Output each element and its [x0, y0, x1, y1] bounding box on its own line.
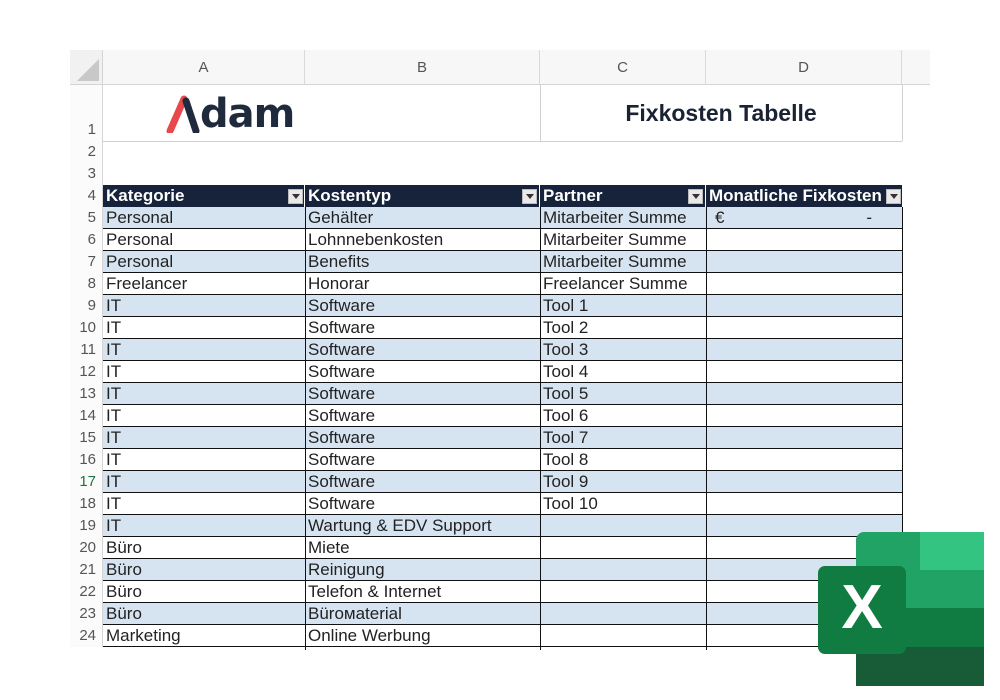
cell-partner[interactable]: Tool 4	[543, 362, 589, 381]
cell-kostentyp[interactable]: Gehälter	[308, 208, 374, 227]
cell-kostentyp[interactable]: Software	[308, 472, 376, 491]
cell-partner[interactable]: Tool 9	[543, 472, 589, 491]
row-number[interactable]: 6	[70, 229, 103, 251]
cell-partner[interactable]	[540, 537, 706, 559]
cell-kostentyp[interactable]: Software	[308, 340, 376, 359]
cell-kategorie[interactable]: IT	[106, 340, 122, 359]
cell-kostentyp[interactable]: Miete	[308, 538, 350, 557]
cell-kategorie[interactable]: Freelancer	[106, 274, 188, 293]
header-kostentyp: Kostentyp	[305, 185, 540, 207]
cell-kostentyp[interactable]: Software	[308, 296, 376, 315]
row-number[interactable]: 1	[70, 85, 103, 141]
cell-partner[interactable]: Tool 7	[543, 428, 589, 447]
currency-symbol: €	[715, 208, 725, 227]
cell-betrag[interactable]	[706, 251, 902, 273]
row-number[interactable]: 5	[70, 207, 103, 229]
header-partner: Partner	[540, 185, 706, 207]
cell-partner[interactable]	[540, 515, 706, 537]
cell-kategorie[interactable]: IT	[106, 450, 122, 469]
cell-partner[interactable]	[540, 603, 706, 625]
cell-kategorie[interactable]: Büro	[106, 604, 142, 623]
row-number[interactable]: 21	[70, 559, 103, 581]
cell-betrag[interactable]	[706, 449, 902, 471]
cell-kategorie[interactable]: IT	[106, 428, 122, 447]
row-number[interactable]: 23	[70, 603, 103, 625]
cell-kategorie[interactable]: Marketing	[106, 626, 181, 645]
cell-betrag[interactable]	[706, 427, 902, 449]
cell-kostentyp[interactable]: Wartung & EDV Support	[308, 516, 492, 535]
header-monatliche-fixkosten: Monatliche Fixkosten	[706, 185, 902, 207]
cell-partner[interactable]: Tool 10	[543, 494, 598, 513]
cell-kategorie[interactable]: IT	[106, 318, 122, 337]
cell-kategorie[interactable]: IT	[106, 296, 122, 315]
select-all-corner[interactable]	[70, 50, 103, 85]
header-kategorie: Kategorie	[103, 185, 305, 207]
cell-partner[interactable]: Mitarbeiter Summe	[543, 208, 687, 227]
cell-kostentyp[interactable]: Software	[308, 406, 376, 425]
filter-dropdown-icon[interactable]	[522, 189, 537, 204]
cell-kategorie[interactable]: IT	[106, 406, 122, 425]
row-number[interactable]: 3	[70, 163, 103, 185]
column-header-b[interactable]: B	[305, 50, 540, 85]
row-number[interactable]: 15	[70, 427, 103, 449]
cell-kategorie[interactable]: IT	[106, 472, 122, 491]
cell-kostentyp[interactable]: Software	[308, 362, 376, 381]
cell-partner[interactable]: Tool 1	[543, 296, 589, 315]
excel-letter: X	[841, 573, 883, 642]
cell-kostentyp[interactable]: Software	[308, 318, 376, 337]
row-number[interactable]: 4	[70, 185, 103, 207]
row-number[interactable]: 8	[70, 273, 103, 295]
logo-mark-icon	[166, 95, 200, 133]
cell-kategorie[interactable]: IT	[106, 516, 122, 535]
cell-kostentyp[interactable]: Software	[308, 384, 376, 403]
cell-partner[interactable]: Tool 2	[543, 318, 589, 337]
cell-betrag[interactable]	[706, 361, 902, 383]
cell-betrag[interactable]	[706, 493, 902, 515]
row-number[interactable]: 16	[70, 449, 103, 471]
cell-kostentyp[interactable]: Software	[308, 494, 376, 513]
cell-kategorie[interactable]: IT	[106, 384, 122, 403]
cell-kategorie[interactable]: Personal	[106, 208, 174, 227]
cell-betrag[interactable]	[706, 317, 902, 339]
row-number[interactable]: 10	[70, 317, 103, 339]
cell-kostentyp[interactable]: Benefits	[308, 252, 370, 271]
cell-partner[interactable]: Tool 3	[543, 340, 589, 359]
cell-kategorie[interactable]: Büro	[106, 560, 142, 579]
logo-text: dam	[200, 91, 295, 137]
row-number[interactable]: 17	[70, 471, 103, 493]
cell-kategorie[interactable]: IT	[106, 494, 122, 513]
cell-betrag[interactable]	[706, 471, 902, 493]
cell-partner[interactable]: Tool 8	[543, 450, 589, 469]
cell-partner[interactable]: Tool 6	[543, 406, 589, 425]
row-number[interactable]: 2	[70, 141, 103, 163]
row-number[interactable]: 24	[70, 625, 103, 647]
cell-betrag[interactable]	[706, 273, 902, 295]
row-number[interactable]: 22	[70, 581, 103, 603]
excel-icon	[818, 532, 984, 686]
cell-betrag[interactable]	[706, 339, 902, 361]
cell-kostentyp[interactable]: Lohnnebenkosten	[308, 230, 444, 249]
filter-dropdown-icon[interactable]	[886, 189, 901, 204]
cell-kostentyp[interactable]: Telefon & Internet	[308, 582, 442, 601]
cell-kostentyp[interactable]: Software	[308, 428, 376, 447]
cell-partner[interactable]: Tool 5	[543, 384, 589, 403]
filter-dropdown-icon[interactable]	[288, 189, 303, 204]
cell-kostentyp[interactable]: Honorar	[308, 274, 370, 293]
column-header-e[interactable]	[902, 50, 930, 85]
row-number[interactable]: 9	[70, 295, 103, 317]
row-number[interactable]: 11	[70, 339, 103, 361]
cell-kategorie[interactable]: IT	[106, 362, 122, 381]
filter-dropdown-icon[interactable]	[688, 189, 703, 204]
row-number[interactable]: 7	[70, 251, 103, 273]
adam-logo	[166, 92, 294, 136]
cell-kategorie[interactable]: Büro	[106, 582, 142, 601]
cell-partner[interactable]	[540, 581, 706, 603]
cell-kostentyp[interactable]: Software	[308, 450, 376, 469]
page-title: Fixkosten Tabelle	[625, 99, 817, 126]
amount-value: -	[866, 208, 872, 227]
row-number[interactable]: 12	[70, 361, 103, 383]
row-number[interactable]: 14	[70, 405, 103, 427]
spreadsheet	[70, 50, 930, 650]
cell-kostentyp[interactable]: Online Werbung	[308, 626, 431, 645]
cell-kostentyp[interactable]: Bürомaterial	[308, 604, 402, 623]
row-number[interactable]: 19	[70, 515, 103, 537]
cell-betrag[interactable]	[706, 295, 902, 317]
column-header-d[interactable]: D	[706, 50, 902, 85]
cell-partner[interactable]: Mitarbeiter Summe	[543, 252, 687, 271]
cell-betrag[interactable]	[706, 207, 902, 229]
cell-partner[interactable]	[540, 625, 706, 647]
cell-kategorie[interactable]: Personal	[106, 252, 174, 271]
cell-kostentyp[interactable]: Reinigung	[308, 560, 385, 579]
cell-partner[interactable]: Mitarbeiter Summe	[543, 230, 687, 249]
column-header-c[interactable]: C	[540, 50, 706, 85]
row-number[interactable]: 13	[70, 383, 103, 405]
cell-partner[interactable]: Freelancer Summe	[543, 274, 688, 293]
cell-kategorie[interactable]: Büro	[106, 538, 142, 557]
cell-betrag[interactable]	[706, 229, 902, 251]
cell-betrag[interactable]	[706, 405, 902, 427]
cell-partner[interactable]	[540, 559, 706, 581]
cell-kategorie[interactable]: Personal	[106, 230, 174, 249]
row-number[interactable]: 18	[70, 493, 103, 515]
column-header-a[interactable]: A	[103, 50, 305, 85]
row-number[interactable]: 20	[70, 537, 103, 559]
cell-betrag[interactable]	[706, 383, 902, 405]
